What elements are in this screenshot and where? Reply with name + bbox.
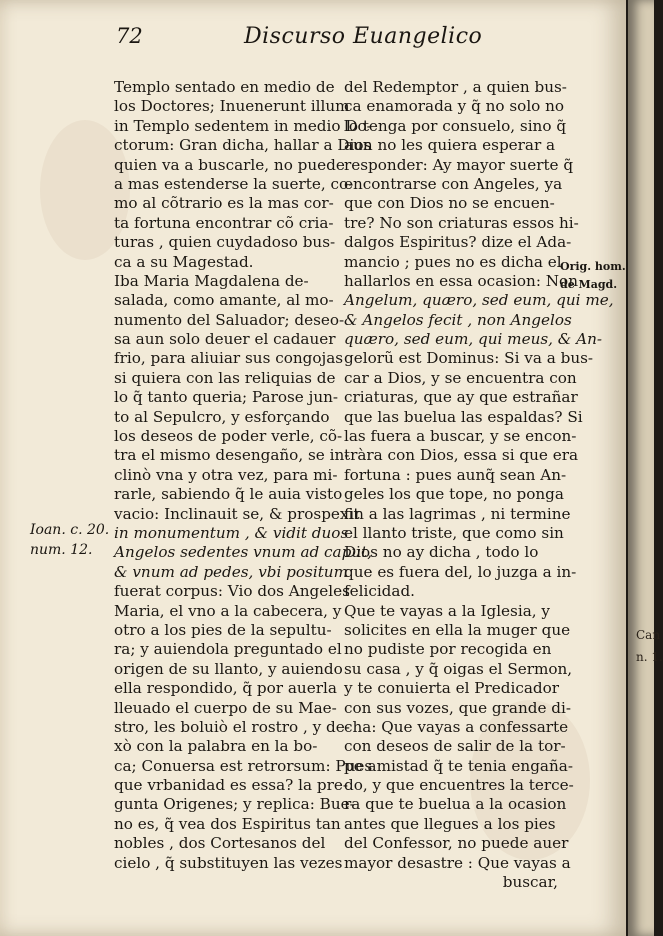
text-line: lo q̃ tanto queria; Parose jun- bbox=[114, 388, 339, 407]
text-line: ra que te buelua a la ocasion bbox=[344, 795, 567, 814]
text-line: ctorum: Gran dicha, hallar a Dios bbox=[114, 136, 372, 155]
text-line: rarle, sabiendo q̃ le auia visto bbox=[114, 485, 343, 504]
text-line: que vrbanidad es essa? la pre- bbox=[114, 776, 348, 795]
text-line: numento del Saluador; deseo- bbox=[114, 310, 345, 329]
text-line: Que te vayas a la Iglesia, y bbox=[344, 601, 550, 620]
text-line: Angelum, quæro, sed eum, qui me, bbox=[344, 291, 614, 310]
text-line: solicites en ella la muger que bbox=[344, 620, 571, 639]
text-line: nobles , dos Cortesanos del bbox=[114, 834, 326, 853]
text-line: pe amistad q̃ te tenia engaña- bbox=[344, 756, 573, 775]
text-line: clinò vna y otra vez, para mi- bbox=[114, 465, 338, 484]
text-line: geles los que tope, no ponga bbox=[344, 485, 564, 504]
page-header bbox=[0, 14, 626, 54]
text-line: fortuna : pues aunq̃ sean An- bbox=[344, 465, 567, 484]
text-line: fuerat corpus: Vio dos Angeles bbox=[114, 582, 350, 601]
marginal-note-right bbox=[560, 258, 626, 294]
text-line: las fuera a buscar, y se encon- bbox=[344, 427, 577, 446]
text-line: in Templo sedentem in medio Do- bbox=[114, 116, 372, 135]
text-line: tra el mismo desengaño, se in- bbox=[114, 446, 350, 465]
marginal-note-line: Orig. hom. bbox=[560, 260, 626, 273]
text-line: gunta Origenes; y replica: Bue- bbox=[114, 795, 355, 814]
text-line: Dios no ay dicha , todo lo bbox=[344, 543, 539, 562]
text-line: turas , quien cuydadoso bus- bbox=[114, 233, 336, 252]
text-line: aun no les quiera esperar a bbox=[344, 136, 556, 155]
text-line: tre? No son criaturas essos hi- bbox=[344, 213, 579, 232]
text-line: in monumentum , & vidit duos bbox=[114, 523, 349, 542]
text-line: dalgos Espiritus? dize el Ada- bbox=[344, 233, 572, 252]
text-line: que las buelua las espaldas? Si bbox=[344, 407, 583, 426]
text-line: antes que llegues a los pies bbox=[344, 814, 556, 833]
text-line: encontrarse con Angeles, ya bbox=[344, 174, 563, 193]
text-line: quæro, sed eum, qui meus, & An- bbox=[344, 330, 603, 349]
text-line: a mas estenderse la suerte, co- bbox=[114, 174, 354, 193]
text-line: cielo , q̃ substituyen las vezes bbox=[114, 853, 343, 872]
text-line: su casa , y q̃ oigas el Sermon, bbox=[344, 659, 573, 678]
text-line: Iba Maria Magdalena de- bbox=[114, 271, 309, 290]
text-line: car a Dios, y se encuentra con bbox=[344, 368, 577, 387]
adjacent-page-edge bbox=[628, 0, 663, 936]
text-line: cha: Que vayas a confessarte bbox=[344, 717, 569, 736]
marginal-note-line: num. 12. bbox=[30, 542, 93, 558]
text-line: el llanto triste, que como sin bbox=[344, 523, 564, 542]
adjacent-page-fragment: n. 1. bbox=[636, 650, 663, 664]
text-line: hallarlos en essa ocasion: Non bbox=[344, 271, 578, 290]
running-title: Discurso Euangelico bbox=[244, 24, 483, 49]
text-line: ca a su Magestad. bbox=[114, 252, 254, 271]
text-line: otro a los pies de la sepultu- bbox=[114, 620, 332, 639]
text-line: del Redemptor , a quien bus- bbox=[344, 78, 567, 96]
marginal-note-left bbox=[30, 520, 109, 560]
text-line: frio, para aliuiar sus congojas bbox=[114, 349, 344, 368]
text-line: que con Dios no se encuen- bbox=[344, 194, 555, 213]
text-line: del Confessor, no puede auer bbox=[344, 834, 569, 853]
text-line: quien va a buscarle, no puede bbox=[114, 155, 345, 174]
text-line: tràra con Dios, essa si que era bbox=[344, 446, 579, 465]
text-line: do, y que encuentres la terce- bbox=[344, 776, 574, 795]
text-line: mancio ; pues no es dicha el bbox=[344, 252, 562, 271]
text-line: xò con la palabra en la bo- bbox=[114, 737, 318, 756]
marginal-note-line: Ioan. c. 20. bbox=[30, 522, 110, 538]
text-line: los deseos de poder verle, cõ- bbox=[114, 427, 343, 446]
text-line: Templo sentado en medio de bbox=[114, 78, 335, 96]
text-line: stro, les boluiò el rostro , y de- bbox=[114, 717, 350, 736]
text-line: y te conuierta el Predicador bbox=[344, 679, 560, 698]
text-line: lleuado el cuerpo de su Mae- bbox=[114, 698, 337, 717]
text-line: salada, como amante, al mo- bbox=[114, 291, 334, 310]
text-line: & Angelos fecit , non Angelos bbox=[344, 310, 572, 329]
text-line: buscar, bbox=[502, 873, 558, 892]
text-line: fin a las lagrimas , ni termine bbox=[344, 504, 571, 523]
text-line: ella respondido, q̃ por auerla bbox=[114, 679, 337, 698]
marginal-note-line: de Magd. bbox=[560, 278, 618, 291]
text-line: & vnum ad pedes, vbi positum bbox=[114, 562, 348, 581]
text-line: origen de su llanto, y auiendo bbox=[114, 659, 343, 678]
text-line: Maria, el vno a la cabecera, y bbox=[114, 601, 342, 620]
text-line: ta fortuna encontrar cõ cria- bbox=[114, 213, 334, 232]
text-line: mo al cõtrario es la mas cor- bbox=[114, 194, 334, 213]
text-line: ca enamorada y q̃ no solo no bbox=[344, 97, 565, 116]
text-line: mayor desastre : Que vayas a bbox=[344, 853, 571, 872]
text-line: no pudiste por recogida en bbox=[344, 640, 552, 659]
text-line: con sus vozes, que grande di- bbox=[344, 698, 572, 717]
text-line: si quiera con las reliquias de bbox=[114, 368, 336, 387]
text-line: que es fuera del, lo juzga a in- bbox=[344, 562, 577, 581]
adjacent-page-fragment: Can bbox=[636, 628, 661, 642]
text-line: felicidad. bbox=[344, 582, 416, 601]
text-line: lo tenga por consuelo, sino q̃ bbox=[344, 116, 567, 135]
text-line: gelorũ est Dominus: Si va a bus- bbox=[344, 349, 594, 368]
text-line: vacio: Inclinauit se, & prospexit bbox=[114, 504, 360, 523]
text-line: con deseos de salir de la tor- bbox=[344, 737, 566, 756]
text-column-left bbox=[114, 78, 373, 873]
text-line: Angelos sedentes vnum ad caput, bbox=[114, 543, 373, 562]
text-line: sa aun solo deuer el cadauer bbox=[114, 330, 336, 349]
text-line: los Doctores; Inuenerunt illum bbox=[114, 97, 350, 116]
text-line: no es, q̃ vea dos Espiritus tan bbox=[114, 814, 341, 833]
text-line: criaturas, que ay que estrañar bbox=[344, 388, 578, 407]
page-number: 72 bbox=[116, 24, 143, 48]
text-line: to al Sepulcro, y esforçando bbox=[114, 407, 330, 426]
text-line: responder: Ay mayor suerte q̃ bbox=[344, 155, 574, 174]
text-line: ra; y auiendola preguntado el bbox=[114, 640, 342, 659]
text-line: ca; Conuersa est retrorsum: Pues bbox=[114, 756, 373, 775]
